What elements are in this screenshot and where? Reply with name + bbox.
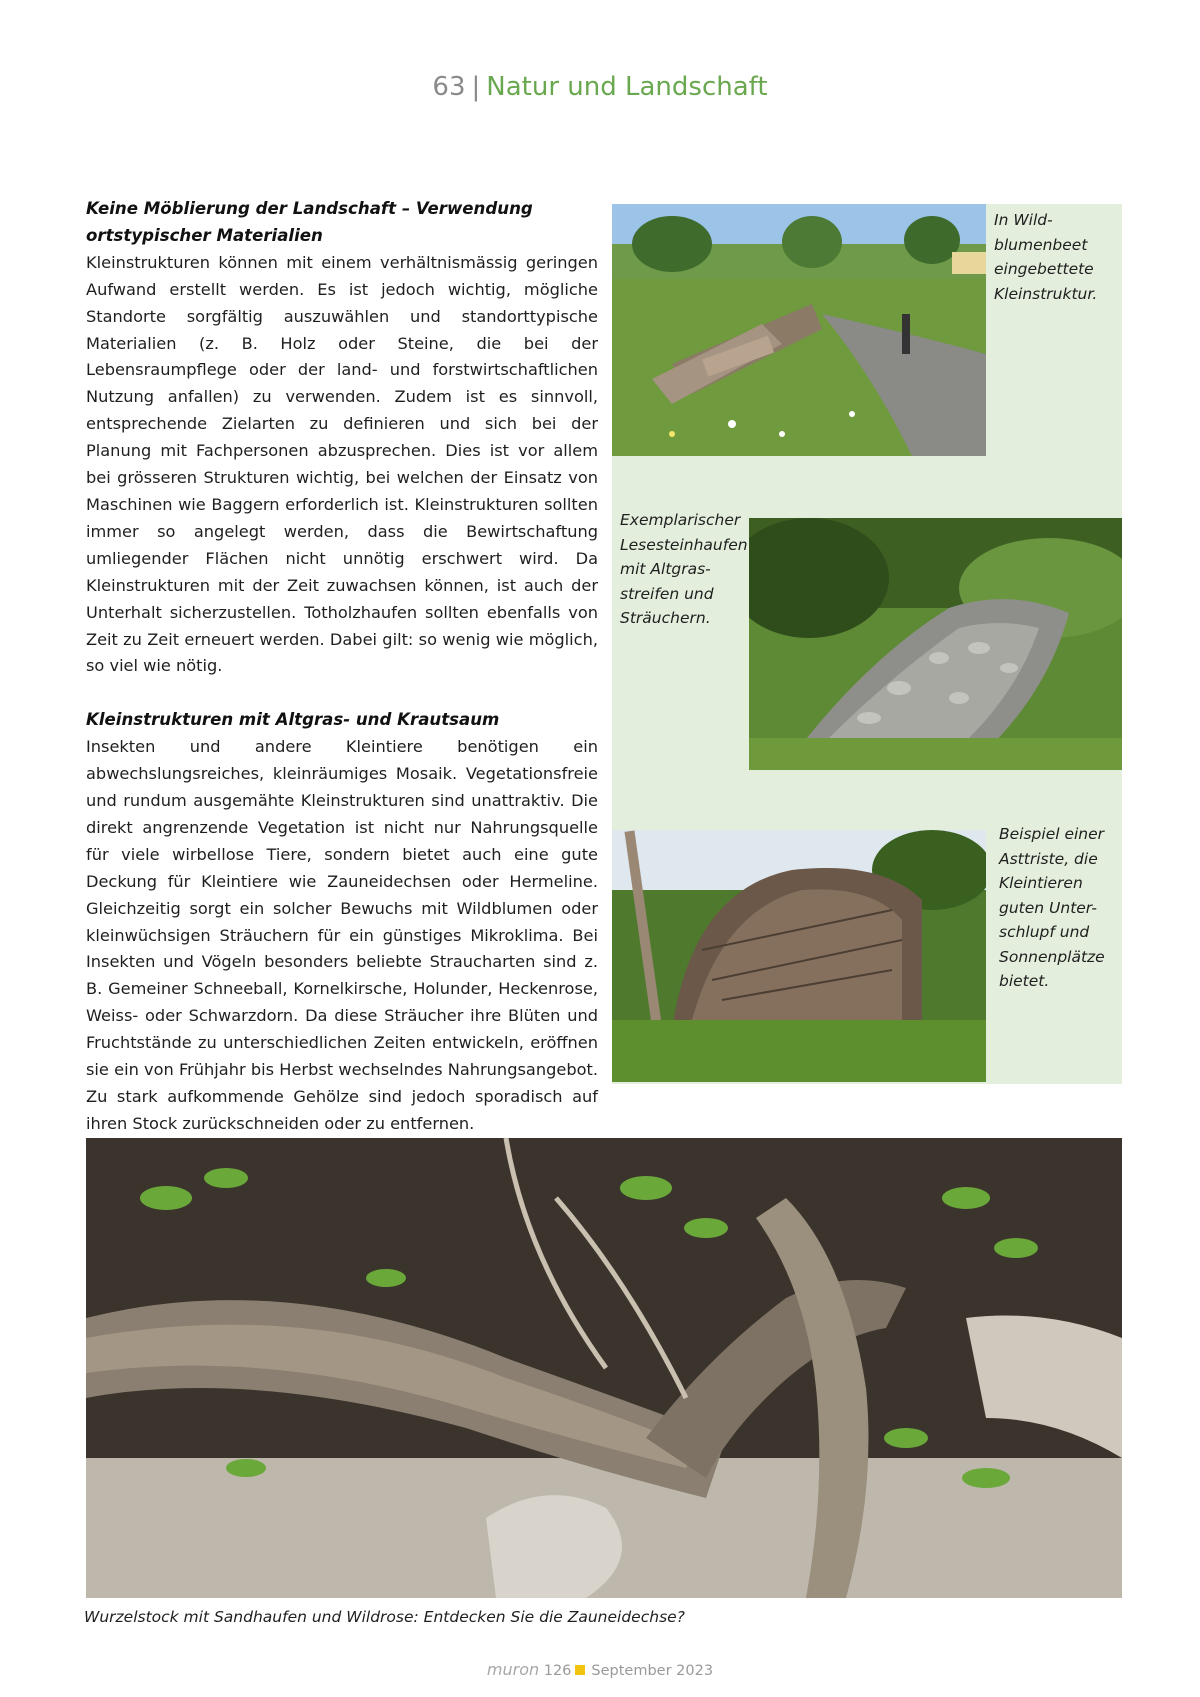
section-body-1: Kleinstrukturen können mit einem verhältnismässig geringen Aufwand erstellt werden. Es ist jedoch wichtig, mögliche Standorte sorgfältig auszuwählen und standorttypische Materialien (z. B. Holz oder Steine, die bei der Lebensraumpflege oder der land- und forstwirtschaftlichen Nutzung anfallen) zu verwenden. Zudem ist es sinnvoll, entsprechende Zielarten zu definieren und sich bei der Planung mit Fachpersonen abzusprechen. Dies ist vor allem bei grösseren Strukturen wichtig, bei welchen der Einsatz von Maschinen wie Baggern erforderlich ist. Kleinstrukturen sollten immer so angelegt werden, dass die Bewirtschaftung umliegender Flächen nicht unnötig erschwert wird. Da Kleinstrukturen mit der Zeit zuwachsen können, ist auch der Unterhalt sicherzustellen. Totholzhaufen sollten ebenfalls von Zeit zu Zeit erneuert werden. Dabei gilt: so wenig wie möglich, so viel wie nötig. bbox=[86, 252, 598, 676]
photo-brush-pile bbox=[612, 830, 986, 1082]
footer-date: September 2023 bbox=[591, 1663, 714, 1679]
caption-fig1: In Wild- blumenbeet eingebettete Kleinstruktur. bbox=[994, 211, 1098, 303]
page-header bbox=[0, 72, 1200, 102]
section-heading-2: Kleinstrukturen mit Altgras- und Krautsaum bbox=[86, 710, 500, 730]
page-number: 63 bbox=[432, 72, 466, 102]
section-body-2: Insekten und andere Kleintiere benötigen ein abwechslungsreiches, kleinräumiges Mosaik. Vegetationsfreie und rundum ausgemähte Kleinstrukturen sind unattraktiv. Die direkt angrenzende Vegetation ist nicht nur Nahrungsquelle für viele wirbellose Tiere, sondern bietet auch eine gute Deckung für Kleintiere wie Zauneidechsen oder Hermeline. Gleichzeitig sorgt ein solcher Bewuchs mit Wildblumen oder kleinwüchsigen Sträuchern für ein günstiges Mikroklima. Bei Insekten und Vögeln besonders beliebte Straucharten sind z. B. Gemeiner Schneeball, Kornelkirsche, Holunder, Heckenrose, Weiss- oder Schwarzdorn. Da diese Sträucher ihre Blüten und Fruchtstände zu unterschiedlichen Zeiten entwickeln, eröffnen sie ein von Frühjahr bis Herbst wechselndes Nahrungsangebot. Zu stark aufkommende Gehölze sind jedoch sporadisch auf ihren Stock zurückschneiden oder zu entfernen. bbox=[86, 737, 598, 1133]
footer-brand: muron bbox=[486, 1660, 540, 1679]
caption-fig2: Exemplarischer Lesesteinhaufen mit Altgras- streifen und Sträuchern. bbox=[620, 511, 748, 627]
footer-issue: 126 bbox=[543, 1663, 572, 1679]
photo-wildflower-bed bbox=[612, 204, 986, 456]
caption-fig3: Beispiel einer Asttriste, die Kleintieren guten Unter- schlupf und Sonnenplätze bietet. bbox=[999, 825, 1105, 990]
page-title: Natur und Landschaft bbox=[486, 72, 768, 102]
section-heading-1: Keine Möblierung der Landschaft – Verwendung ortstypischer Materialien bbox=[86, 199, 533, 245]
photo-stone-pile bbox=[749, 518, 1122, 770]
photo-root-stock bbox=[86, 1138, 1122, 1598]
footer-square-icon bbox=[575, 1665, 585, 1675]
caption-bottom: Wurzelstock mit Sandhaufen und Wildrose: Entdecken Sie die Zauneidechse? bbox=[84, 1608, 685, 1626]
article-text bbox=[86, 196, 598, 1138]
header-separator: | bbox=[471, 72, 481, 102]
page-footer bbox=[0, 1660, 1200, 1679]
